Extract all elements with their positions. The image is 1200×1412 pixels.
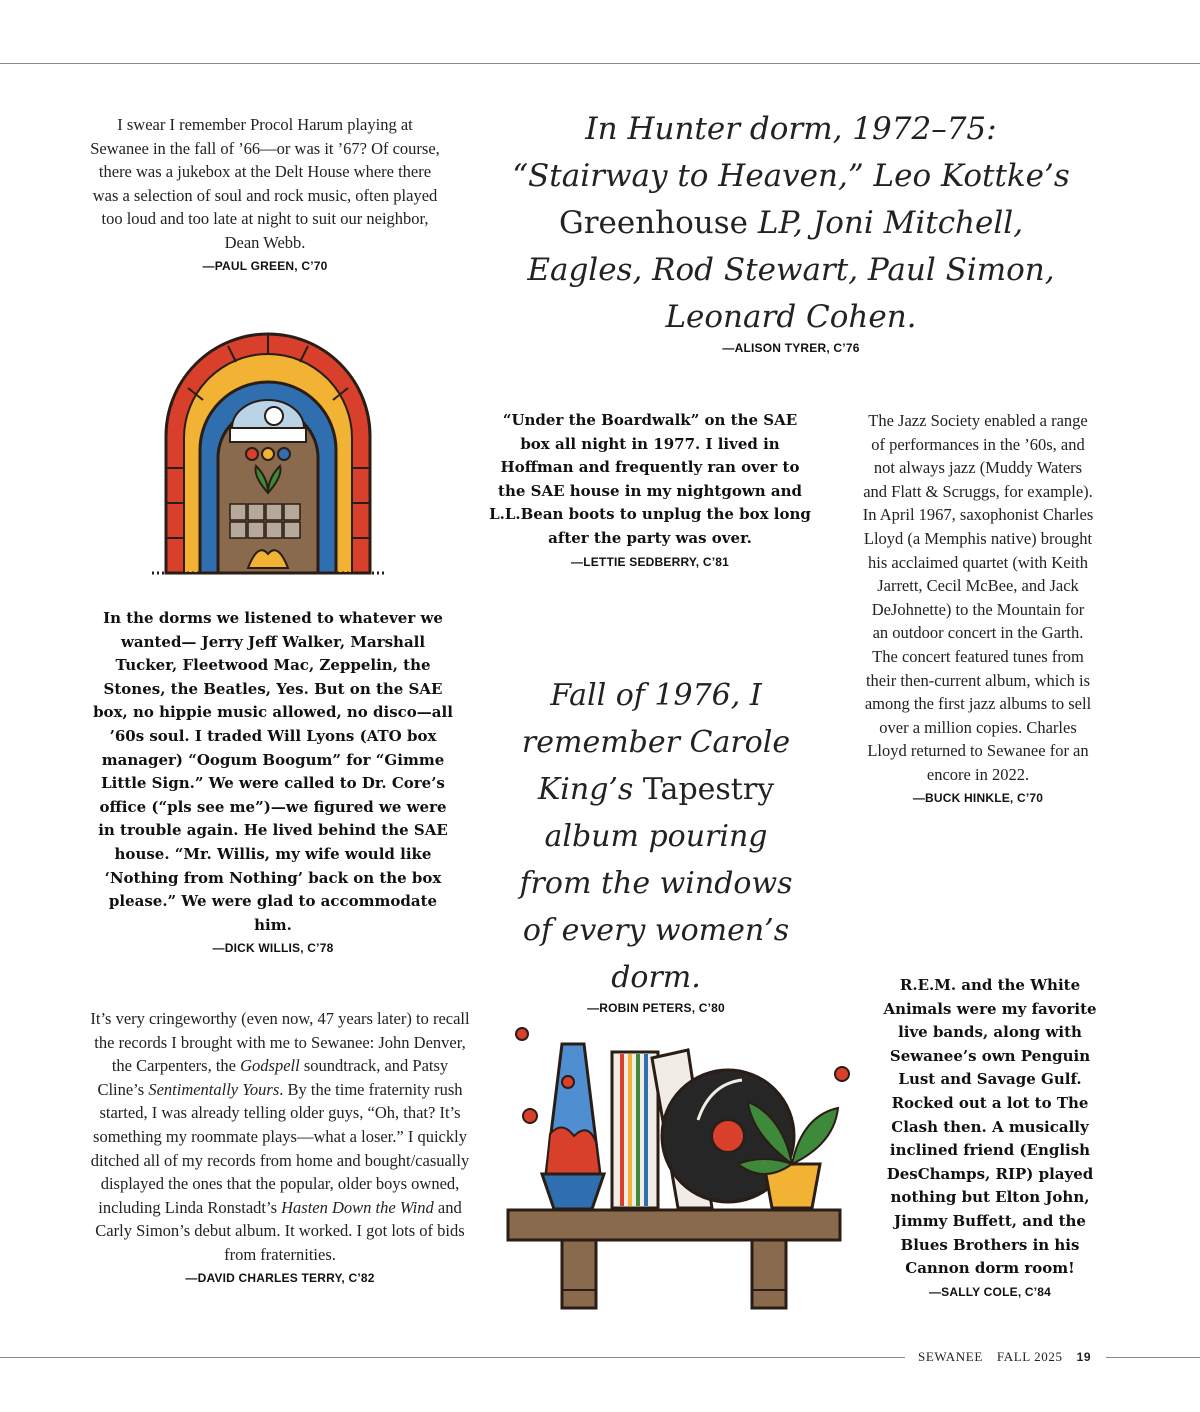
quote-text: R.E.M. and the White Animals were my favorite live bands, along with Sewanee’s own Penguin Lust and Savage Gulf. Rocked out a lot to The Clash then. A musically inclined friend (English DesChamps, RIP) played nothing but Elton John, Jimmy Buffett, and the Blues Brothers in his Cannon dorm room!	[883, 976, 1097, 1278]
quote-attribution: —PAUL GREEN, C’70	[202, 258, 328, 273]
footer-rule-right	[1106, 1357, 1200, 1358]
quote-robin-peters	[510, 672, 802, 1015]
pull-quote-part-b: album pouring from the windows of every women’s dorm.	[519, 819, 793, 995]
issue-label: FALL 2025	[996, 1349, 1063, 1364]
quote-text-part: and Carly Simon’s debut album. It worked. I got lots of bids from fraternities.	[95, 1197, 465, 1264]
pull-quote-part-a: In Hunter dorm, 1972–75: “Stairway to Heaven,” Leo Kottke’s	[512, 111, 1070, 194]
quote-text: “Under the Boardwalk” on the SAE box all night in 1977. I lived in Hoffman and frequently ran over to the SAE house in my nightgown and L.L.Bean boots to unplug the box long after the party was over.	[489, 411, 811, 547]
quote-paul-green	[90, 113, 440, 273]
page-footer	[918, 1349, 1091, 1365]
publication-name: SEWANEE	[918, 1349, 983, 1364]
top-rule	[0, 63, 1200, 64]
jukebox-illustration	[148, 318, 388, 578]
quote-attribution: —LETTIE SEDBERRY, C’81	[571, 554, 729, 569]
album-title-tapestry: Tapestry	[642, 772, 775, 807]
quote-sally-cole	[880, 974, 1100, 1299]
quote-attribution: —BUCK HINKLE, C’70	[912, 790, 1044, 805]
quote-text: I swear I remember Procol Harum playing at Sewanee in the fall of ’66—or was it ’67? Of course, there was a jukebox at the Delt House where there was a selection of soul and rock music, often played too loud and too late at night to suit our neighbor, Dean Webb.	[90, 115, 440, 252]
quote-david-terry	[90, 1007, 470, 1285]
quote-lettie-sedberry	[488, 409, 812, 569]
quote-attribution: —DICK WILLIS, C’78	[212, 941, 334, 956]
quote-text-part: soundtrack, and Patsy Cline’s	[97, 1056, 449, 1099]
quote-buck-hinkle	[862, 409, 1094, 805]
quote-dick-willis	[90, 607, 456, 955]
pull-quote-text	[510, 672, 802, 1001]
record-shelf-illustration	[502, 1024, 852, 1314]
quote-text: In the dorms we listened to whatever we wanted— Jerry Jeff Walker, Marshall Tucker, Fleetwood Mac, Zeppelin, the Stones, the Beatles, Yes. But on the SAE box, no hippie music allowed, no disco—all ’60s soul. I traded Will Lyons (ATO box manager) “Oogum Boogum” for “Gimme Little Sign.” We were called to Dr. Core’s office (“pls see me”)—we figured we were in trouble again. He lived behind the SAE house. “Mr. Willis, my wife would like ‘Nothing from Nothing’ back on the box please.” We were glad to accommodate him.	[93, 609, 453, 934]
quote-attribution: —SALLY COLE, C’84	[928, 1284, 1052, 1299]
quote-text-part: It’s very cringeworthy (even now, 47 years later) to recall the records I brought with me to Sewanee: John Denver, the Carpenters, the	[90, 1009, 470, 1076]
pull-quote-text	[508, 106, 1074, 341]
album-title-greenhouse: Greenhouse	[558, 205, 749, 241]
quote-attribution: —ALISON TYRER, C’76	[722, 341, 860, 355]
quote-attribution: —ROBIN PETERS, C’80	[587, 1001, 725, 1015]
pull-quote-part-b: LP, Joni Mitchell, Eagles, Rod Stewart, Paul Simon, Leonard Cohen.	[527, 205, 1055, 335]
title-godspell: Godspell	[240, 1056, 300, 1076]
quote-attribution: —DAVID CHARLES TERRY, C’82	[185, 1270, 375, 1285]
quote-alison-tyrer	[508, 106, 1074, 355]
footer-rule-left	[0, 1357, 905, 1358]
page-number: 19	[1076, 1350, 1092, 1364]
title-hasten-down-the-wind: Hasten Down the Wind	[281, 1197, 434, 1217]
quote-text-part: . By the time fraternity rush started, I was already telling older guys, “Oh, that? It’s something my roommate plays—what a loser.” I quickly ditched all of my records from home and bought/casually displayed the ones that the popular, older boys owned, including Linda Ronstadt’s	[90, 1079, 470, 1217]
title-sentimentally-yours: Sentimentally Yours	[148, 1079, 280, 1099]
quote-text	[90, 1007, 470, 1267]
pull-quote-part-a: Fall of 1976, I remember Carole King’s	[521, 678, 791, 807]
quote-text: The Jazz Society enabled a range of performances in the ’60s, and not always jazz (Muddy Waters and Flatt & Scruggs, for example). In April 1967, saxophonist Charles Lloyd (a Memphis native) brought his acclaimed quartet (with Keith Jarrett, Cecil McBee, and Jack DeJohnette) to the Mountain for an outdoor concert in the Garth. The concert featured tunes from their then-current album, which is among the first jazz albums to sell over a million copies. Charles Lloyd returned to Sewanee for an encore in 2022.	[862, 411, 1094, 784]
